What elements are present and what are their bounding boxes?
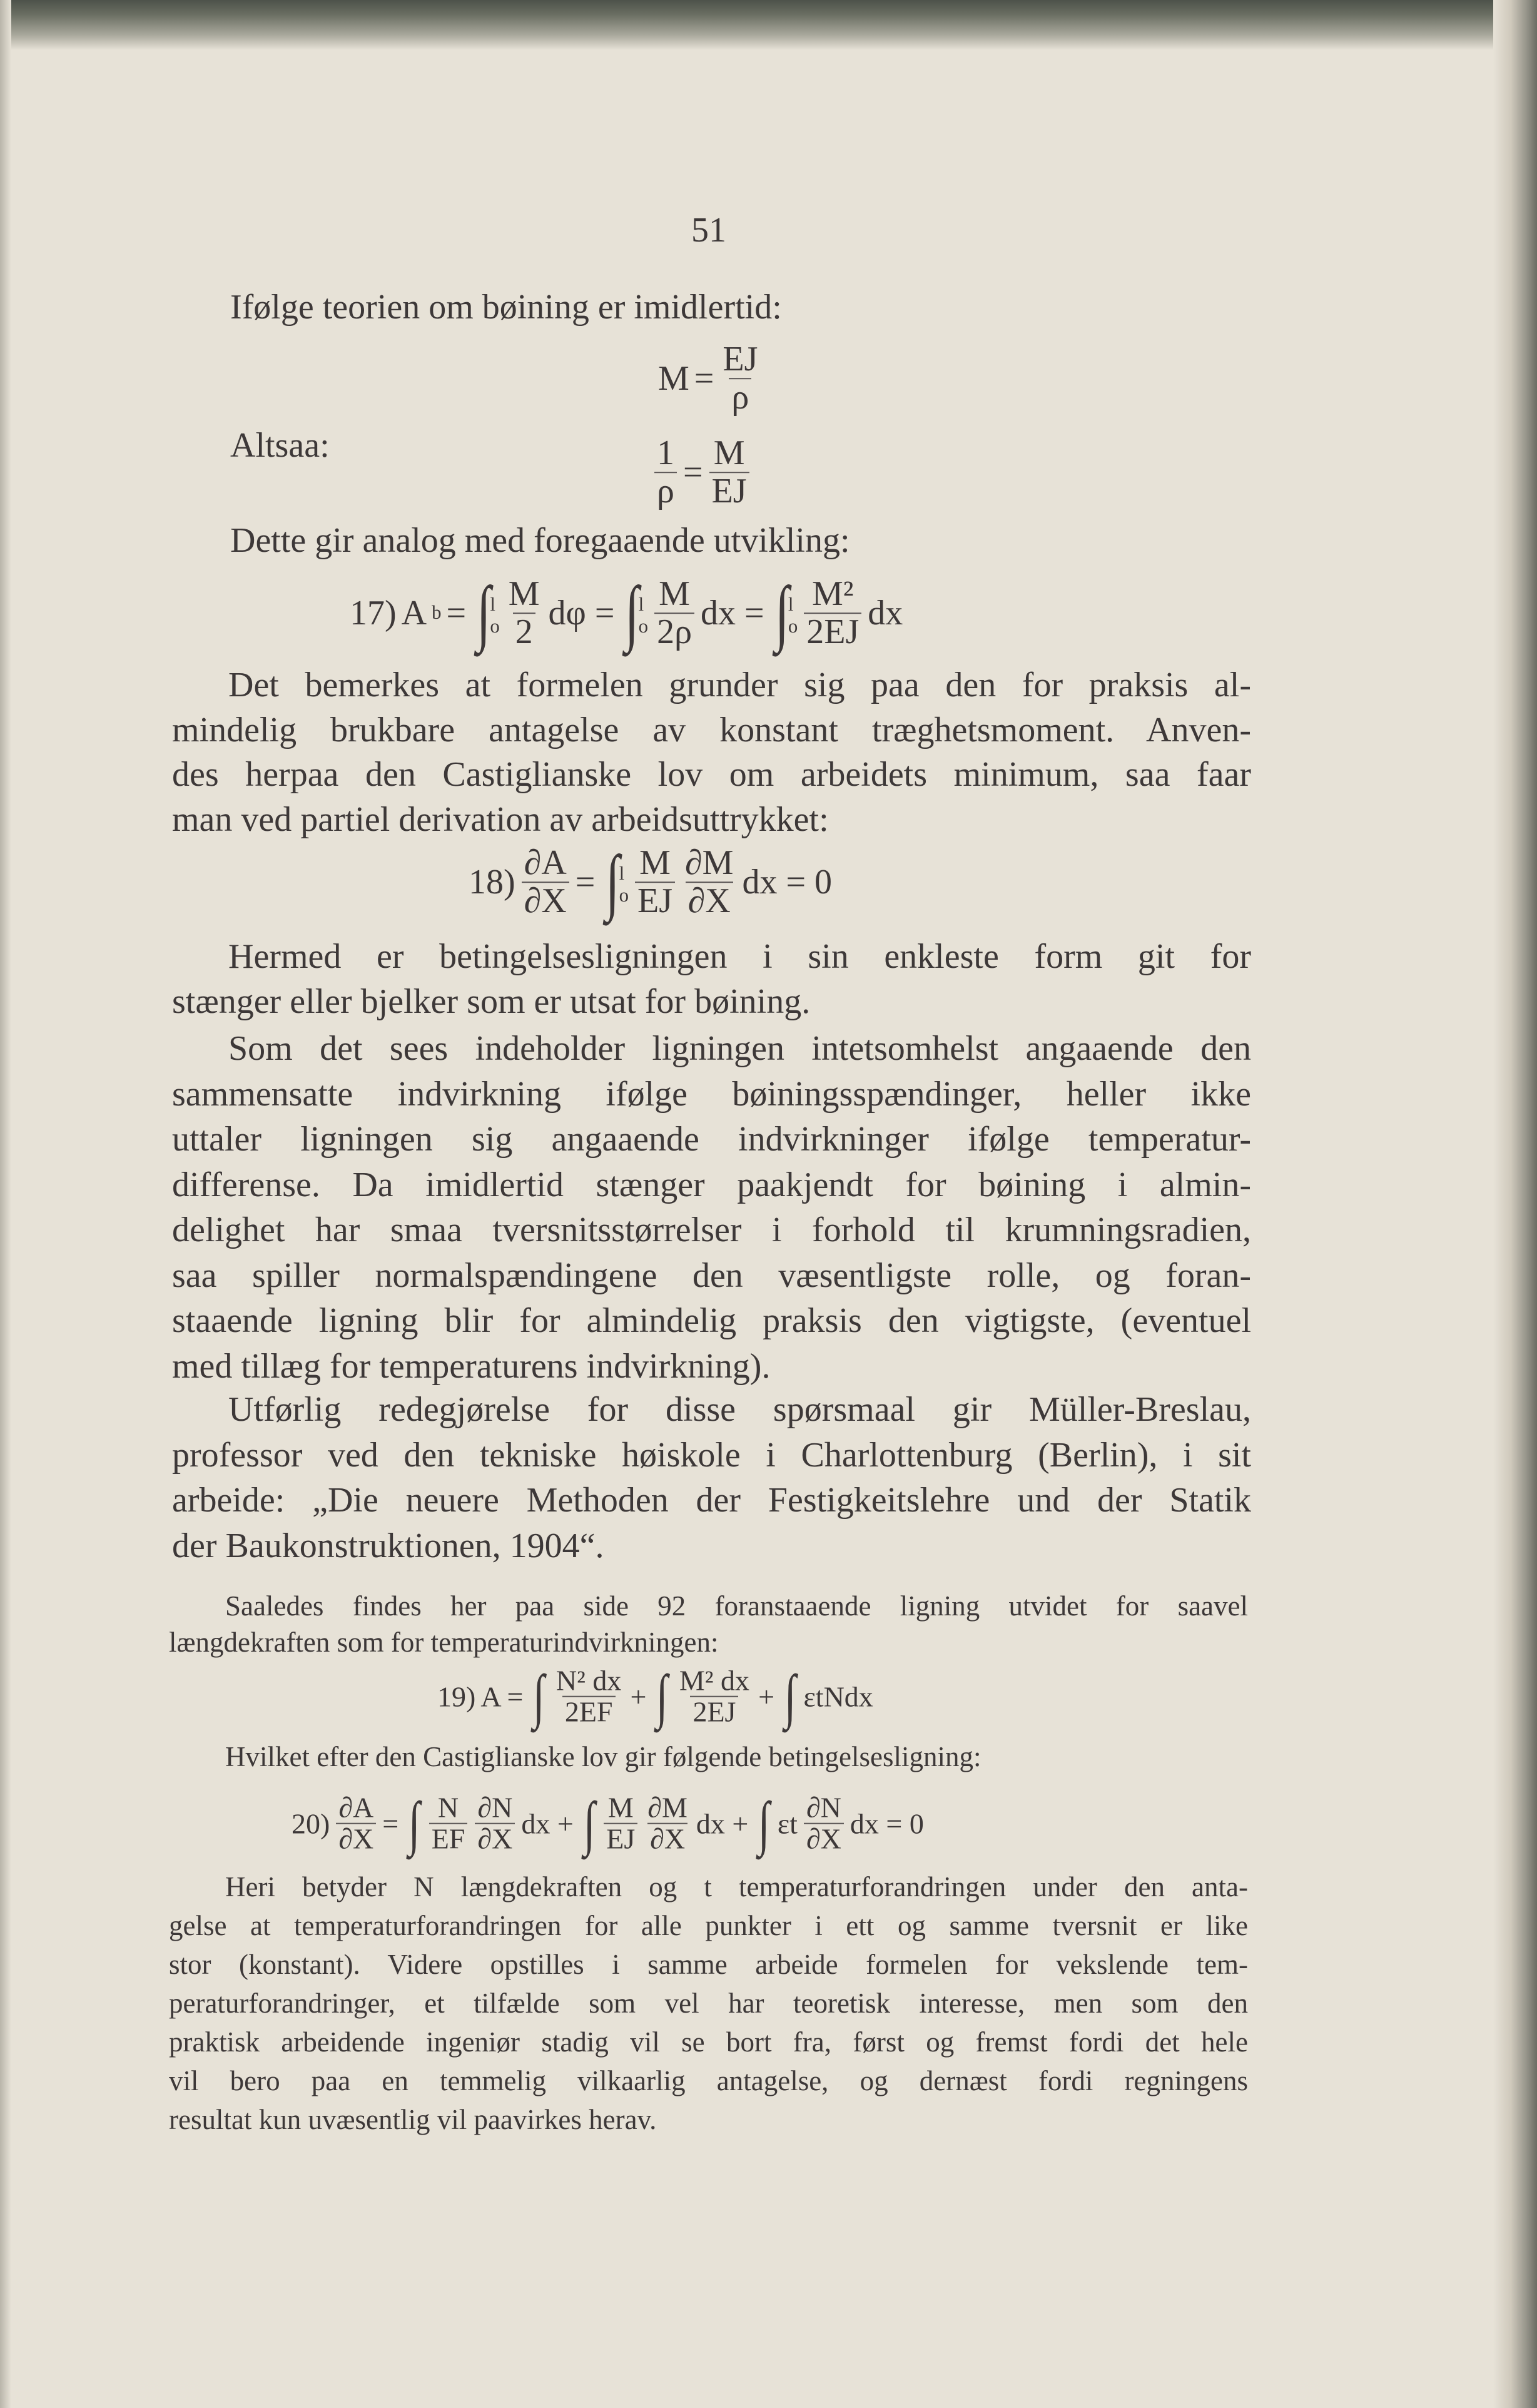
integral-icon: ∫	[476, 572, 491, 654]
page-number: 51	[691, 211, 726, 250]
numerator: ∂A	[524, 843, 567, 883]
text-line: peraturforandringer, et tilfælde som vel har teoretisk interesse, men som den	[169, 1988, 1248, 2019]
denominator: 2EF	[562, 1696, 616, 1727]
eq-m-lhs: M	[658, 359, 689, 398]
eq-fraction	[554, 1666, 624, 1728]
eq-term: εt	[777, 1807, 798, 1840]
eq-fraction	[804, 576, 861, 651]
eq-fraction	[336, 1793, 376, 1855]
eq-term: 17)	[350, 594, 397, 632]
text-line: uttaler ligningen sig angaaende indvirkninger ifølge temperatur-	[172, 1120, 1251, 1159]
integral-sign	[622, 572, 649, 654]
text-line: Saaledes findes her paa side 92 foranstaaende ligning utvidet for saavel	[225, 1590, 1248, 1622]
eq-term: +	[758, 1680, 775, 1713]
integral-sign	[772, 572, 798, 654]
numerator: M	[607, 1791, 634, 1824]
denominator: ∂X	[647, 1823, 687, 1854]
numerator: N	[437, 1791, 459, 1824]
numerator: M	[508, 574, 540, 614]
denominator: ∂X	[686, 881, 733, 920]
eq-term: dx	[868, 594, 903, 632]
numerator: EJ	[723, 340, 758, 379]
eq-term: =	[382, 1807, 399, 1840]
integral-icon: ∫	[625, 572, 639, 654]
eq-m-fraction	[720, 341, 760, 416]
upper-limit: l	[788, 594, 794, 616]
text-line: længdekraften som for temperaturindvirkningen:	[169, 1627, 719, 1658]
lower-limit: o	[490, 616, 500, 638]
text-line: stor (konstant). Videre opstilles i samme arbeide formelen for vekslende tem-	[169, 1949, 1248, 1980]
small-paragraph-2: Hvilket efter den Castiglianske lov gir følgende betingelsesligning:	[225, 1741, 982, 1772]
numerator: ∂A	[338, 1791, 374, 1824]
eq-fraction	[645, 1793, 690, 1855]
lower-limit: o	[619, 885, 629, 907]
upper-limit: l	[619, 863, 625, 885]
text-line: praktisk arbeidende ingeniør stadig vil se bort fra, først og fremst fordi det hele	[169, 2026, 1248, 2058]
eq-term: dφ =	[548, 594, 615, 632]
book-left-edge	[0, 0, 11, 2408]
eq-inv-fraction-left	[654, 435, 677, 510]
denominator: EJ	[635, 881, 675, 920]
integral-limits	[788, 594, 798, 638]
integral-limits	[619, 863, 629, 907]
integral-sign	[756, 1789, 772, 1857]
numerator: ∂N	[477, 1791, 513, 1824]
text-line: gelse at temperaturforandringen for alle punkter i ett og samme tversnit er like	[169, 1910, 1248, 1941]
text-line: man ved partiel derivation av arbeidsuttrykket:	[172, 800, 829, 839]
numerator: M²	[811, 574, 854, 614]
numerator: ∂M	[647, 1791, 687, 1824]
integral-limits	[490, 594, 500, 638]
eq-fraction	[682, 845, 736, 920]
eq-fraction	[804, 1793, 844, 1855]
denominator: ∂X	[804, 1823, 844, 1854]
text-line: resultat kun uvæsentlig vil paavirkes herav.	[169, 2104, 657, 2135]
text-line: des herpaa den Castiglianske lov om arbeidets minimum, saa faar	[172, 755, 1251, 794]
numerator: M	[639, 843, 671, 883]
equation-20	[289, 1789, 926, 1857]
numerator: ∂M	[685, 843, 734, 883]
denominator: EJ	[604, 1823, 637, 1854]
integral-icon: ∫	[758, 1789, 770, 1857]
integral-icon: ∫	[774, 572, 789, 654]
eq-inv-equals: =	[683, 453, 703, 492]
integral-sign	[654, 1662, 670, 1730]
denominator: 2EJ	[690, 1696, 738, 1727]
eq-fraction	[506, 576, 542, 651]
integral-icon: ∫	[583, 1789, 596, 1857]
text-line: saa spiller normalspændingene den væsentligste rolle, og foran-	[172, 1256, 1251, 1295]
text-line: vil bero paa en temmelig vilkaarlig antagelse, og dernæst fordi regningens	[169, 2065, 1248, 2096]
eq-term: b	[432, 602, 442, 624]
dette-line: Dette gir analog med foregaaende utvikling:	[230, 521, 850, 560]
integral-sign	[581, 1789, 597, 1857]
integral-sign	[474, 572, 500, 654]
upper-limit: l	[638, 594, 644, 616]
eq-fraction	[654, 576, 694, 651]
denominator: ∂X	[522, 881, 569, 920]
eq-term: 19)	[437, 1680, 476, 1713]
lower-limit: o	[788, 616, 798, 638]
text-line: Utførlig redegjørelse for disse spørsmaal gir Müller-Breslau,	[228, 1390, 1251, 1429]
denominator: 2	[513, 612, 535, 651]
integral-sign	[602, 841, 629, 923]
eq-term: 18)	[469, 863, 515, 902]
integral-sign	[782, 1662, 798, 1730]
denominator: 2ρ	[654, 612, 694, 651]
eq-fraction	[604, 1793, 637, 1855]
eq-fraction	[429, 1793, 468, 1855]
integral-icon: ∫	[408, 1789, 420, 1857]
eq-term: εtNdx	[803, 1680, 873, 1713]
text-line: med tillæg for temperaturens indvirkning).	[172, 1346, 771, 1386]
equation-18	[466, 841, 834, 923]
eq-fraction	[635, 845, 675, 920]
denominator: ∂X	[336, 1823, 376, 1854]
text-line: professor ved den tekniske høiskole i Charlottenburg (Berlin), i sit	[172, 1435, 1251, 1475]
equation-m	[656, 341, 764, 416]
numerator: N² dx	[555, 1664, 622, 1697]
eq-term: =	[446, 594, 467, 632]
numerator: M² dx	[679, 1664, 750, 1697]
text-line: Det bemerkes at formelen grunder sig paa den for praksis al-	[228, 666, 1251, 704]
integral-icon: ∫	[784, 1662, 796, 1730]
denominator: 2EJ	[804, 612, 861, 651]
text-line: differense. Da imidlertid stænger paakjendt for bøining i almin-	[172, 1165, 1251, 1204]
integral-sign	[530, 1662, 547, 1730]
denominator: EF	[429, 1823, 468, 1854]
eq-term: A =	[480, 1680, 524, 1713]
text-line: Som det sees indeholder ligningen intetsomhelst angaaende den	[228, 1029, 1251, 1068]
eq-term: +	[630, 1680, 647, 1713]
eq-fraction	[677, 1666, 752, 1728]
eq-fraction	[522, 845, 569, 920]
denominator: ∂X	[475, 1823, 515, 1854]
numerator: ∂N	[806, 1791, 841, 1824]
eq-m-equals: =	[694, 359, 714, 398]
equation-inverse-rho	[651, 435, 753, 510]
integral-sign	[406, 1789, 422, 1857]
numerator: M	[713, 434, 745, 473]
integral-icon: ∫	[533, 1662, 545, 1730]
text-line: Heri betyder N længdekraften og t temperaturforandringen under den anta-	[225, 1871, 1248, 1903]
lower-limit: o	[638, 616, 649, 638]
book-top-edge	[0, 0, 1537, 50]
text-line: staaende ligning blir for almindelig praksis den vigtigste, (eventuel	[172, 1301, 1251, 1340]
denominator: EJ	[709, 472, 749, 510]
eq-term: dx = 0	[742, 863, 833, 902]
eq-term: 20)	[292, 1807, 330, 1840]
text-line: arbeide: „Die neuere Methoden der Festigkeitslehre und der Statik	[172, 1481, 1251, 1520]
eq-term: dx = 0	[850, 1807, 924, 1840]
integral-icon: ∫	[656, 1662, 668, 1730]
altsaa-label: Altsaa:	[230, 426, 330, 465]
eq-term: dx +	[696, 1807, 749, 1840]
intro-line: Ifølge teorien om bøining er imidlertid:	[230, 288, 782, 327]
book-right-edge	[1493, 0, 1537, 2408]
integral-limits	[638, 594, 649, 638]
text-line: mindelig brukbare antagelse av konstant træghetsmoment. Anven-	[172, 710, 1251, 749]
eq-fraction	[475, 1793, 515, 1855]
text-line: sammensatte indvirkning ifølge bøiningsspændinger, heller ikke	[172, 1074, 1251, 1114]
integral-icon: ∫	[606, 841, 620, 923]
eq-term: A	[401, 594, 427, 632]
eq-term: dx +	[521, 1807, 574, 1840]
denominator: ρ	[729, 378, 751, 416]
eq-term: =	[575, 863, 596, 902]
equation-19	[435, 1662, 876, 1730]
eq-inv-fraction-right	[709, 435, 749, 510]
numerator: M	[659, 574, 690, 614]
equation-17	[347, 572, 905, 654]
text-line: stænger eller bjelker som er utsat for bøining.	[172, 982, 811, 1021]
eq-term: dx =	[701, 594, 764, 632]
text-line: Hermed er betingelsesligningen i sin enkleste form git for	[228, 937, 1251, 976]
numerator: 1	[657, 434, 674, 473]
text-line: der Baukonstruktionen, 1904“.	[172, 1526, 604, 1565]
text-line: delighet har smaa tversnitsstørrelser i forhold til krumningsradien,	[172, 1211, 1251, 1249]
upper-limit: l	[490, 594, 495, 616]
denominator: ρ	[654, 472, 677, 510]
